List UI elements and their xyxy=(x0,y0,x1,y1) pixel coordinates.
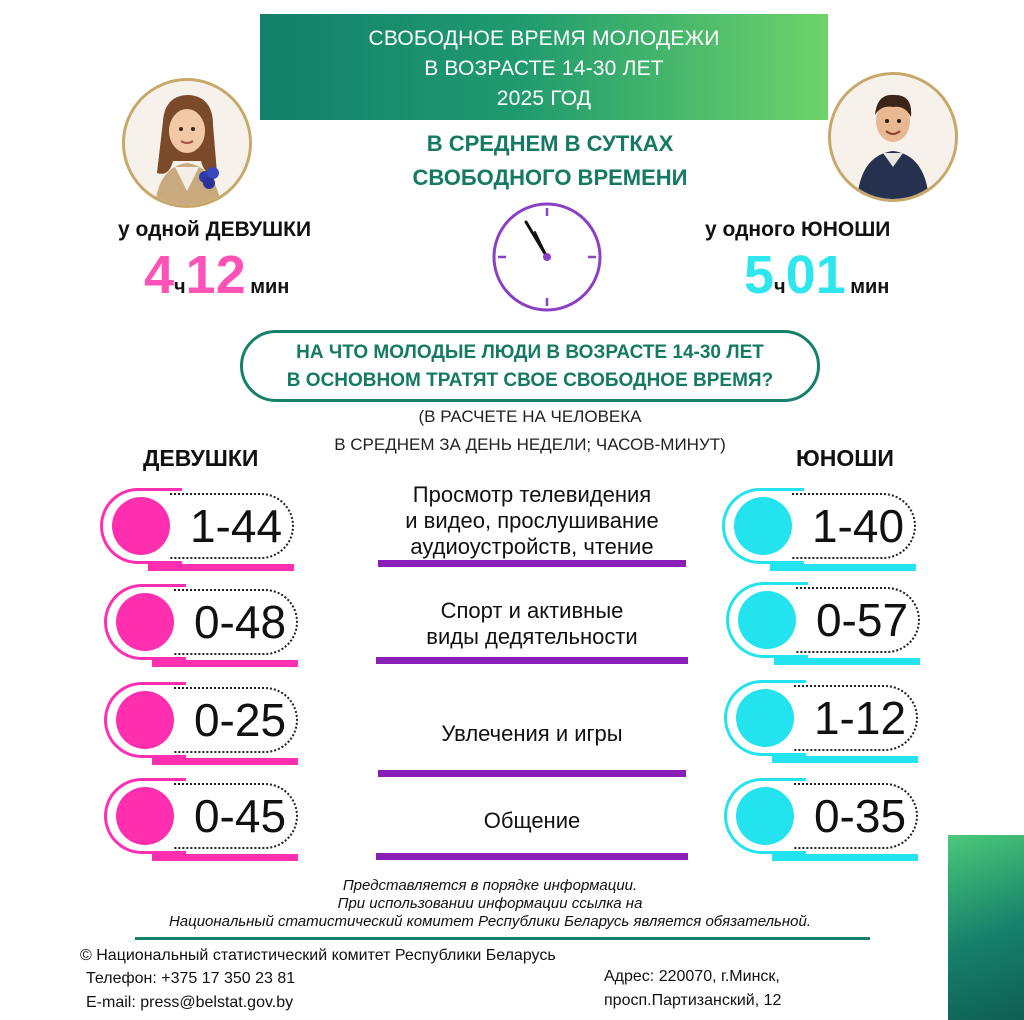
girl-minutes-unit: мин xyxy=(250,276,290,298)
boys-value: 0-57 xyxy=(815,594,909,646)
girls-value-pill xyxy=(100,488,296,564)
activity-label-line: Просмотр телевидения xyxy=(412,482,652,507)
boys-value: 1-12 xyxy=(813,692,907,744)
boy-portrait xyxy=(828,72,958,202)
girls-value-pill xyxy=(104,778,300,854)
girl-minutes: 12 xyxy=(185,245,246,305)
girl-total-label: у одной ДЕВУШКИ xyxy=(118,218,312,241)
footnote-line-2: При использовании информации ссылка на xyxy=(337,895,643,912)
girl-total-time xyxy=(144,244,289,306)
girls-value: 0-45 xyxy=(193,790,287,842)
activity-label xyxy=(372,721,692,747)
question-line-2: В ОСНОВНОМ ТРАТЯТ СВОЕ СВОБОДНОЕ ВРЕМЯ? xyxy=(286,370,774,391)
activity-divider xyxy=(376,853,688,860)
boys-value-pill xyxy=(722,488,918,564)
activity-label xyxy=(372,598,692,650)
footnote-line-1: Представляется в порядке информации. xyxy=(342,877,638,894)
phone: Телефон: +375 17 350 23 81 xyxy=(86,970,296,987)
boy-total-time xyxy=(744,244,889,306)
note-line-2: В СРЕДНЕМ ЗА ДЕНЬ НЕДЕЛИ; ЧАСОВ-МИНУТ) xyxy=(334,435,726,454)
address-line-2: просп.Партизанский, 12 xyxy=(604,992,782,1009)
activity-label xyxy=(372,808,692,834)
boy-total-label: у одного ЮНОШИ xyxy=(705,218,891,241)
girls-value-pill xyxy=(104,682,300,758)
boy-minutes-unit: мин xyxy=(850,276,890,298)
units-note xyxy=(290,403,770,459)
reference-footnote xyxy=(100,877,880,931)
activity-divider xyxy=(378,770,686,777)
girl-hours-unit: ч xyxy=(174,276,186,298)
boys-column-header: ЮНОШИ xyxy=(796,445,894,471)
boys-value-pill xyxy=(726,582,922,658)
girls-value: 1-44 xyxy=(189,500,283,552)
title-banner xyxy=(260,14,828,120)
clock-icon xyxy=(490,200,604,314)
address-line-1: Адрес: 220070, г.Минск, xyxy=(604,968,780,985)
boy-illustration xyxy=(831,75,955,199)
subtitle-line-2: СВОБОДНОГО ВРЕМЕНИ xyxy=(412,165,688,190)
decorative-corner-block xyxy=(948,835,1024,1020)
boys-value: 1-40 xyxy=(811,500,905,552)
copyright: © Национальный статистический комитет Республики Беларусь xyxy=(80,947,556,964)
activity-label-line: Спорт и активные xyxy=(440,598,624,623)
girl-illustration xyxy=(125,81,249,205)
activity-label-line: и видео, прослушивание xyxy=(405,508,659,533)
title-year: 2025 ГОД xyxy=(496,87,592,110)
girl-hours: 4 xyxy=(144,245,175,305)
girls-value: 0-25 xyxy=(193,694,287,746)
question-box xyxy=(240,330,820,402)
boys-value-pill xyxy=(724,680,920,756)
boys-value-pill xyxy=(724,778,920,854)
footer-divider xyxy=(135,937,870,940)
question-line-1: НА ЧТО МОЛОДЫЕ ЛЮДИ В ВОЗРАСТЕ 14-30 ЛЕТ xyxy=(296,342,764,363)
average-daily-free-time-heading xyxy=(300,127,800,195)
girls-value-pill xyxy=(104,584,300,660)
girl-portrait xyxy=(122,78,252,208)
activity-label xyxy=(372,482,692,560)
activity-label-line: аудиоустройств, чтение xyxy=(410,534,654,559)
title-line-1: СВОБОДНОЕ ВРЕМЯ МОЛОДЕЖИ xyxy=(368,27,720,50)
email-link[interactable]: E-mail: press@belstat.gov.by xyxy=(86,994,294,1011)
title-line-2: В ВОЗРАСТЕ 14-30 ЛЕТ xyxy=(424,57,664,80)
activity-label-line: виды дедятельности xyxy=(426,624,638,649)
boy-hours: 5 xyxy=(744,245,775,305)
activity-label-line: Увлечения и игры xyxy=(441,721,623,746)
footnote-line-3: Национальный статистический комитет Республики Беларусь является обязательной. xyxy=(168,913,812,930)
subtitle-line-1: В СРЕДНЕМ В СУТКАХ xyxy=(426,131,674,156)
boy-hours-unit: ч xyxy=(774,276,786,298)
boy-minutes: 01 xyxy=(785,245,846,305)
activity-divider xyxy=(378,560,686,567)
activity-divider xyxy=(376,657,688,664)
girls-column-header: ДЕВУШКИ xyxy=(143,445,259,471)
activity-label-line: Общение xyxy=(483,808,581,833)
girls-value: 0-48 xyxy=(193,596,287,648)
note-line-1: (В РАСЧЕТЕ НА ЧЕЛОВЕКА xyxy=(418,407,642,426)
boys-value: 0-35 xyxy=(813,790,907,842)
